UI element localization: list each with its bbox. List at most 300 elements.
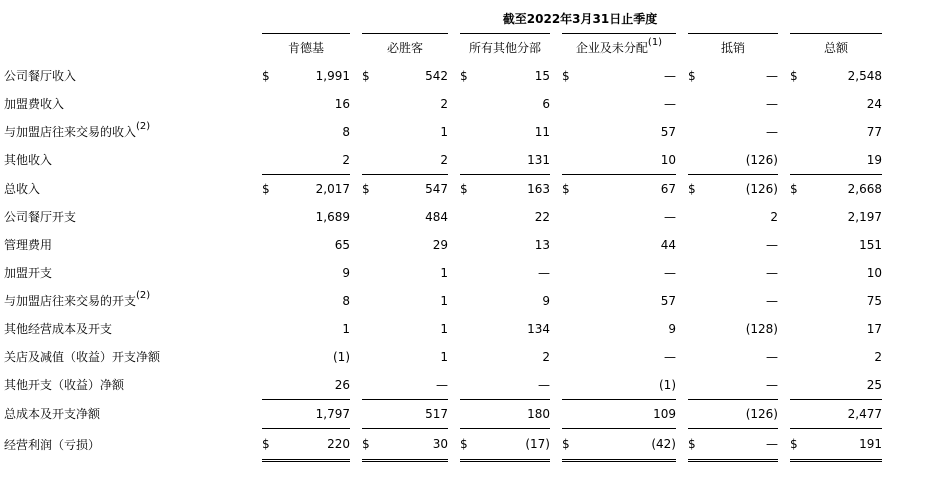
footnote-marker: (2) xyxy=(136,121,151,132)
row-label xyxy=(4,118,262,146)
column-gap xyxy=(550,146,562,174)
currency-symbol: $ xyxy=(688,428,710,462)
column-gap xyxy=(676,315,688,343)
currency-symbol xyxy=(362,146,384,174)
column-gap xyxy=(350,203,362,231)
row-label-text: 与加盟店往来交易的开支 xyxy=(4,294,137,308)
column-gap xyxy=(350,118,362,146)
value-cell: — xyxy=(664,266,676,280)
value-cell: 77 xyxy=(866,125,882,139)
table-row xyxy=(4,174,882,203)
row-label-text: 总成本及开支净额 xyxy=(4,406,101,421)
column-gap xyxy=(350,146,362,174)
value-cell: — xyxy=(766,97,778,111)
column-header xyxy=(562,33,676,62)
column-gap xyxy=(778,146,790,174)
currency-symbol xyxy=(362,399,384,428)
column-gap xyxy=(448,90,460,118)
value-cell: 1 xyxy=(440,125,448,139)
column-header-label: 肯德基 xyxy=(287,41,324,55)
currency-symbol xyxy=(562,118,584,146)
currency-symbol xyxy=(562,146,584,174)
column-gap xyxy=(550,203,562,231)
currency-symbol xyxy=(688,90,710,118)
currency-symbol xyxy=(790,399,812,428)
value-cell: — xyxy=(766,350,778,364)
currency-symbol xyxy=(262,203,284,231)
column-gap xyxy=(778,118,790,146)
value-cell: 44 xyxy=(660,238,676,252)
currency-symbol xyxy=(362,90,384,118)
column-header-label: 必胜客 xyxy=(386,41,423,55)
value-cell: 16 xyxy=(334,97,350,111)
column-gap xyxy=(350,428,362,462)
column-gap xyxy=(550,118,562,146)
currency-symbol: $ xyxy=(562,428,584,462)
currency-symbol xyxy=(262,146,284,174)
currency-symbol xyxy=(262,287,284,315)
value-cell: 15 xyxy=(534,69,550,83)
row-label xyxy=(4,174,262,203)
currency-symbol xyxy=(460,371,482,399)
column-gap xyxy=(676,343,688,371)
value-cell: 2 xyxy=(440,97,448,111)
currency-symbol xyxy=(460,343,482,371)
value-cell: 180 xyxy=(482,399,550,428)
row-label xyxy=(4,428,262,462)
value-cell: 10 xyxy=(660,153,676,167)
currency-symbol xyxy=(562,287,584,315)
table-row xyxy=(4,428,882,462)
value-cell: 151 xyxy=(859,238,882,252)
column-gap xyxy=(448,287,460,315)
value-cell: 19 xyxy=(866,153,882,167)
column-gap xyxy=(676,90,688,118)
footnote-marker: (2) xyxy=(136,290,151,301)
column-gap xyxy=(676,146,688,174)
value-cell: 8 xyxy=(342,294,350,308)
value-cell: 9 xyxy=(668,322,676,336)
currency-symbol xyxy=(790,287,812,315)
currency-symbol xyxy=(460,399,482,428)
currency-symbol xyxy=(562,343,584,371)
value-cell: 547 xyxy=(384,174,448,203)
currency-symbol xyxy=(562,90,584,118)
column-gap xyxy=(676,371,688,399)
currency-symbol xyxy=(562,371,584,399)
currency-symbol xyxy=(688,259,710,287)
currency-symbol: $ xyxy=(790,428,812,462)
column-gap xyxy=(448,428,460,462)
row-label xyxy=(4,90,262,118)
column-gap xyxy=(676,231,688,259)
currency-symbol xyxy=(790,118,812,146)
value-cell: 2 xyxy=(874,350,882,364)
currency-symbol xyxy=(790,203,812,231)
value-cell: 163 xyxy=(482,174,550,203)
table-row xyxy=(4,287,882,315)
value-cell: 109 xyxy=(584,399,676,428)
header-blank xyxy=(4,33,262,62)
value-cell: (42) xyxy=(584,428,676,462)
column-header-label: 所有其他分部 xyxy=(468,41,541,55)
value-cell: — xyxy=(664,69,676,83)
currency-symbol xyxy=(262,399,284,428)
column-gap xyxy=(676,118,688,146)
value-cell: — xyxy=(766,125,778,139)
value-cell: (126) xyxy=(710,399,778,428)
value-cell: 517 xyxy=(384,399,448,428)
column-gap xyxy=(550,90,562,118)
column-gap xyxy=(448,259,460,287)
currency-symbol xyxy=(460,90,482,118)
currency-symbol: $ xyxy=(262,174,284,203)
value-cell: 2 xyxy=(542,350,550,364)
row-label xyxy=(4,343,262,371)
row-label-text: 公司餐厅开支 xyxy=(4,210,77,224)
currency-symbol xyxy=(688,231,710,259)
column-gap xyxy=(550,259,562,287)
column-gap xyxy=(676,33,688,62)
currency-symbol: $ xyxy=(790,69,798,83)
table-row xyxy=(4,90,882,118)
column-header xyxy=(362,33,448,62)
value-cell: 1 xyxy=(440,294,448,308)
table-body xyxy=(4,62,882,462)
column-gap xyxy=(778,371,790,399)
column-gap xyxy=(676,287,688,315)
row-label-text: 管理费用 xyxy=(4,238,53,252)
value-cell: 17 xyxy=(866,322,882,336)
row-label-text: 公司餐厅收入 xyxy=(4,69,77,83)
currency-symbol xyxy=(460,203,482,231)
column-gap xyxy=(550,231,562,259)
value-cell: 1 xyxy=(342,322,350,336)
value-cell: — xyxy=(766,238,778,252)
currency-symbol xyxy=(688,315,710,343)
currency-symbol xyxy=(262,343,284,371)
column-gap xyxy=(350,62,362,90)
currency-symbol xyxy=(262,315,284,343)
currency-symbol xyxy=(262,118,284,146)
currency-symbol xyxy=(688,118,710,146)
value-cell: 57 xyxy=(660,294,676,308)
value-cell: 2,017 xyxy=(284,174,350,203)
column-gap xyxy=(778,287,790,315)
value-cell: — xyxy=(766,266,778,280)
currency-symbol xyxy=(460,315,482,343)
column-gap xyxy=(350,315,362,343)
value-cell: — xyxy=(664,97,676,111)
value-cell: 13 xyxy=(534,238,550,252)
currency-symbol: $ xyxy=(688,69,696,83)
currency-symbol xyxy=(362,287,384,315)
row-label xyxy=(4,399,262,428)
value-cell: 2,548 xyxy=(847,69,882,83)
value-cell: (1) xyxy=(659,378,676,392)
currency-symbol xyxy=(562,231,584,259)
currency-symbol xyxy=(688,371,710,399)
currency-symbol xyxy=(362,231,384,259)
column-gap xyxy=(550,62,562,90)
row-label xyxy=(4,371,262,399)
column-gap xyxy=(350,399,362,428)
value-cell: — xyxy=(766,294,778,308)
column-gap xyxy=(350,371,362,399)
column-gap xyxy=(350,259,362,287)
value-cell: 57 xyxy=(660,125,676,139)
column-gap xyxy=(676,259,688,287)
value-cell: 9 xyxy=(542,294,550,308)
currency-symbol xyxy=(460,259,482,287)
currency-symbol xyxy=(562,259,584,287)
currency-symbol xyxy=(688,146,710,174)
table-row xyxy=(4,399,882,428)
currency-symbol xyxy=(562,203,584,231)
value-cell: (126) xyxy=(745,153,778,167)
value-cell: — xyxy=(766,378,778,392)
column-gap xyxy=(550,33,562,62)
row-label xyxy=(4,287,262,315)
value-cell: (126) xyxy=(710,174,778,203)
value-cell: 1 xyxy=(440,350,448,364)
column-header xyxy=(460,33,550,62)
row-label-text: 关店及减值（收益）开支净额 xyxy=(4,350,161,364)
currency-symbol xyxy=(262,259,284,287)
value-cell: 75 xyxy=(866,294,882,308)
currency-symbol xyxy=(562,315,584,343)
value-cell: — xyxy=(710,428,778,462)
currency-symbol: $ xyxy=(790,174,812,203)
value-cell: 1 xyxy=(440,266,448,280)
value-cell: 1,797 xyxy=(284,399,350,428)
currency-symbol xyxy=(688,399,710,428)
currency-symbol xyxy=(362,315,384,343)
row-label-text: 与加盟店往来交易的收入 xyxy=(4,125,137,139)
table-row xyxy=(4,231,882,259)
table-row xyxy=(4,371,882,399)
footnote-marker: (1) xyxy=(647,37,663,48)
row-label-text: 经营利润（亏损） xyxy=(4,438,101,452)
row-label xyxy=(4,315,262,343)
currency-symbol: $ xyxy=(362,428,384,462)
currency-symbol xyxy=(688,287,710,315)
column-gap xyxy=(778,33,790,62)
row-label xyxy=(4,146,262,174)
currency-symbol xyxy=(688,343,710,371)
column-gap xyxy=(676,428,688,462)
value-cell: 1 xyxy=(440,322,448,336)
column-header xyxy=(262,33,350,62)
column-gap xyxy=(550,343,562,371)
currency-symbol: $ xyxy=(562,69,570,83)
column-gap xyxy=(448,231,460,259)
row-label-text: 加盟开支 xyxy=(4,266,53,280)
column-gap xyxy=(550,371,562,399)
column-gap xyxy=(448,343,460,371)
column-header xyxy=(688,33,778,62)
value-cell: (1) xyxy=(333,350,350,364)
column-gap xyxy=(778,62,790,90)
value-cell: 26 xyxy=(334,378,350,392)
currency-symbol xyxy=(262,371,284,399)
column-gap xyxy=(778,399,790,428)
currency-symbol: $ xyxy=(460,428,482,462)
segment-income-table xyxy=(4,33,882,462)
row-label-text: 其他开支（收益）净额 xyxy=(4,378,125,392)
value-cell: 30 xyxy=(384,428,448,462)
column-gap xyxy=(350,33,362,62)
value-cell: 191 xyxy=(812,428,882,462)
currency-symbol xyxy=(688,203,710,231)
value-cell: — xyxy=(538,378,550,392)
value-cell: 2,668 xyxy=(812,174,882,203)
column-header-label: 总额 xyxy=(823,41,848,55)
currency-symbol xyxy=(790,371,812,399)
column-gap xyxy=(448,174,460,203)
value-cell: — xyxy=(766,69,778,83)
value-cell: 22 xyxy=(534,210,550,224)
column-gap xyxy=(676,203,688,231)
currency-symbol xyxy=(790,315,812,343)
value-cell: 25 xyxy=(866,378,882,392)
table-row xyxy=(4,146,882,174)
currency-symbol: $ xyxy=(262,428,284,462)
column-gap xyxy=(448,203,460,231)
value-cell: 134 xyxy=(527,322,550,336)
currency-symbol xyxy=(790,231,812,259)
row-label xyxy=(4,231,262,259)
column-gap xyxy=(676,174,688,203)
value-cell: 65 xyxy=(334,238,350,252)
table-row xyxy=(4,343,882,371)
currency-symbol: $ xyxy=(362,69,370,83)
column-gap xyxy=(778,231,790,259)
currency-symbol xyxy=(790,146,812,174)
currency-symbol: $ xyxy=(362,174,384,203)
currency-symbol xyxy=(460,287,482,315)
column-gap xyxy=(350,90,362,118)
currency-symbol xyxy=(460,146,482,174)
value-cell: 2 xyxy=(342,153,350,167)
value-cell: — xyxy=(538,266,550,280)
column-gap xyxy=(350,174,362,203)
value-cell: 542 xyxy=(425,69,448,83)
row-label-text: 其他收入 xyxy=(4,153,53,167)
column-gap xyxy=(550,399,562,428)
column-gap xyxy=(448,371,460,399)
currency-symbol xyxy=(362,259,384,287)
value-cell: 1,689 xyxy=(315,210,350,224)
currency-symbol xyxy=(262,231,284,259)
column-gap xyxy=(448,33,460,62)
column-gap xyxy=(448,62,460,90)
row-label-text: 加盟费收入 xyxy=(4,97,65,111)
currency-symbol xyxy=(362,203,384,231)
column-header xyxy=(790,33,882,62)
currency-symbol xyxy=(262,90,284,118)
value-cell: 484 xyxy=(425,210,448,224)
table-row xyxy=(4,62,882,90)
currency-symbol xyxy=(790,343,812,371)
currency-symbol: $ xyxy=(460,174,482,203)
row-label-text: 总收入 xyxy=(4,181,41,196)
row-label xyxy=(4,259,262,287)
row-label-text: 其他经营成本及开支 xyxy=(4,322,113,336)
table-row xyxy=(4,259,882,287)
column-gap xyxy=(350,287,362,315)
value-cell: 220 xyxy=(284,428,350,462)
value-cell: 8 xyxy=(342,125,350,139)
currency-symbol xyxy=(460,118,482,146)
column-gap xyxy=(550,315,562,343)
currency-symbol: $ xyxy=(562,174,584,203)
column-gap xyxy=(676,62,688,90)
currency-symbol xyxy=(790,90,812,118)
column-gap xyxy=(448,399,460,428)
column-gap xyxy=(448,118,460,146)
value-cell: — xyxy=(664,210,676,224)
value-cell: (17) xyxy=(482,428,550,462)
column-header-label: 企业及未分配 xyxy=(575,41,648,55)
row-label xyxy=(4,203,262,231)
currency-symbol xyxy=(362,371,384,399)
value-cell: 9 xyxy=(342,266,350,280)
column-gap xyxy=(350,231,362,259)
table-row xyxy=(4,118,882,146)
column-gap xyxy=(778,203,790,231)
value-cell: 2 xyxy=(440,153,448,167)
column-gap xyxy=(350,343,362,371)
column-gap xyxy=(778,343,790,371)
value-cell: 1,991 xyxy=(315,69,350,83)
column-gap xyxy=(550,287,562,315)
currency-symbol xyxy=(362,343,384,371)
column-gap xyxy=(448,146,460,174)
value-cell: 2,477 xyxy=(812,399,882,428)
column-gap xyxy=(778,259,790,287)
column-gap xyxy=(778,428,790,462)
column-gap xyxy=(676,399,688,428)
value-cell: 2 xyxy=(770,210,778,224)
column-gap xyxy=(778,315,790,343)
value-cell: 2,197 xyxy=(847,210,882,224)
value-cell: — xyxy=(436,378,448,392)
column-gap xyxy=(448,315,460,343)
column-header-row xyxy=(4,33,882,62)
column-gap xyxy=(550,428,562,462)
value-cell: 131 xyxy=(527,153,550,167)
value-cell: — xyxy=(664,350,676,364)
table-row xyxy=(4,203,882,231)
table-row xyxy=(4,315,882,343)
currency-symbol: $ xyxy=(262,69,270,83)
value-cell: (128) xyxy=(745,322,778,336)
currency-symbol xyxy=(790,259,812,287)
column-header-label: 抵销 xyxy=(720,41,745,55)
column-gap xyxy=(778,174,790,203)
value-cell: 11 xyxy=(534,125,550,139)
value-cell: 29 xyxy=(432,238,448,252)
value-cell: 10 xyxy=(866,266,882,280)
value-cell: 67 xyxy=(584,174,676,203)
value-cell: 24 xyxy=(866,97,882,111)
currency-symbol: $ xyxy=(688,174,710,203)
column-gap xyxy=(550,174,562,203)
period-header: 截至2022年3月31日止季度 xyxy=(502,12,658,26)
row-label xyxy=(4,62,262,90)
value-cell: 6 xyxy=(542,97,550,111)
